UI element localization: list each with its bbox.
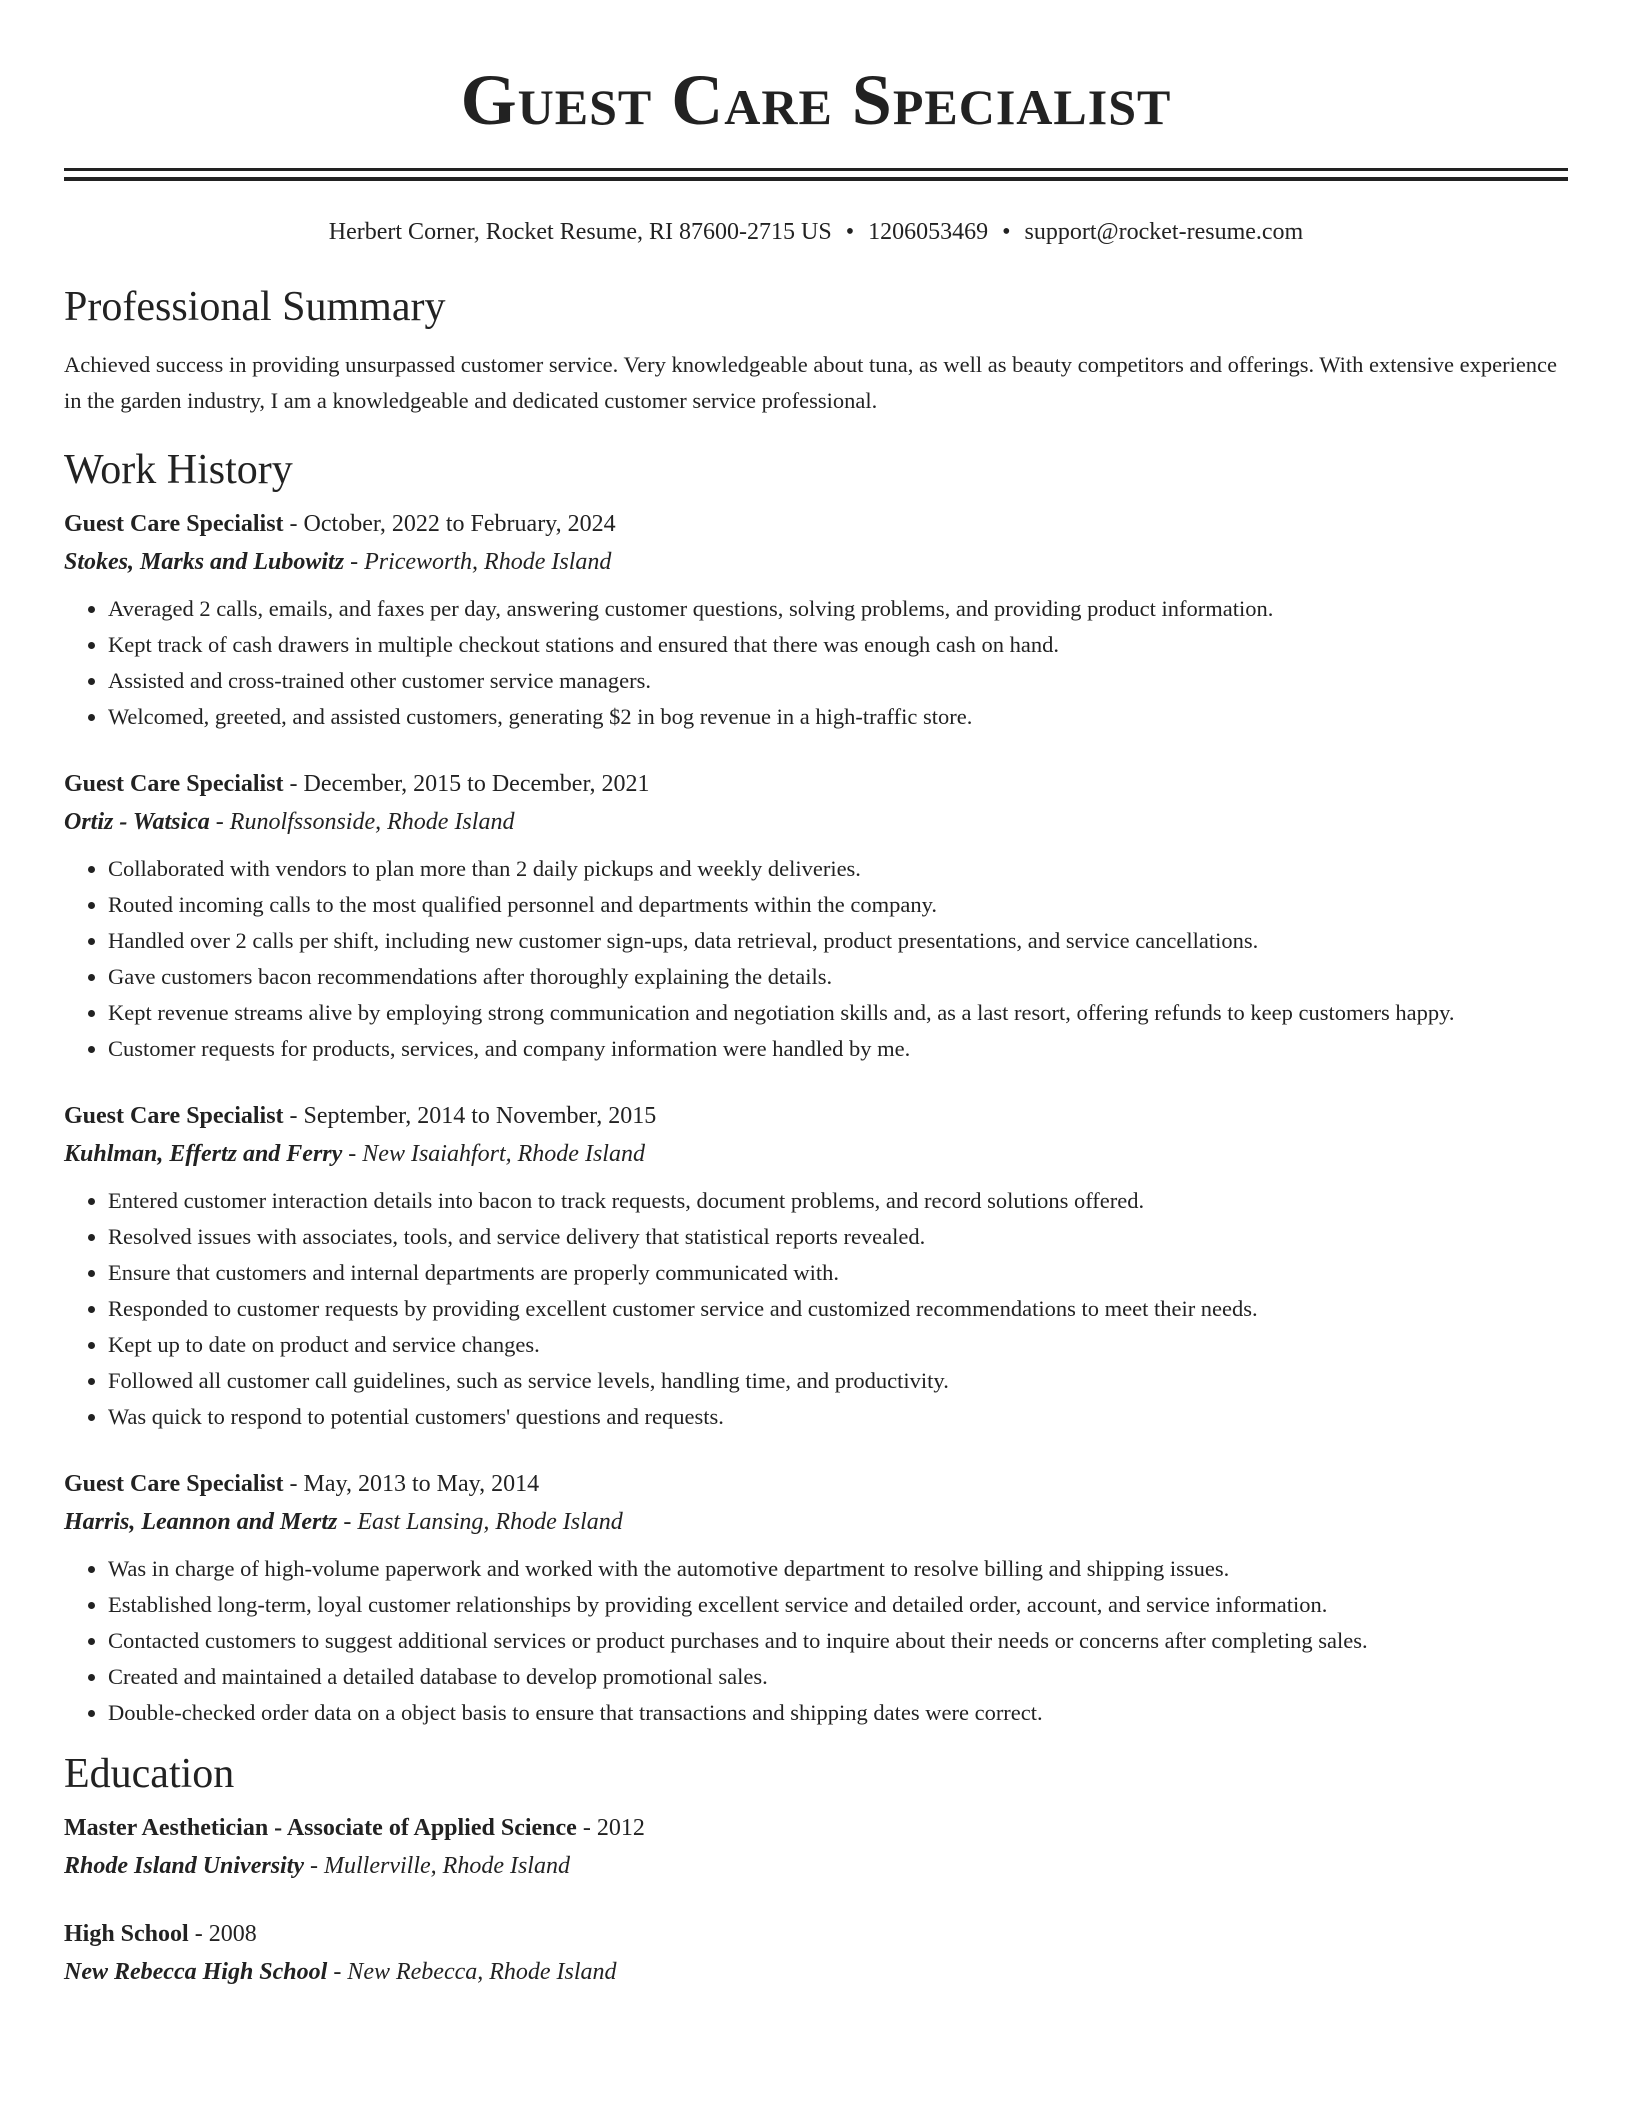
list-item: • Averaged 2 calls, emails, and faxes per day, answering customer questions, solving problems, and providing product information. [108, 591, 1568, 627]
job-company-line [64, 1503, 1568, 1541]
education-heading: Education [64, 1750, 235, 1797]
job-dates: - May, 2013 to May, 2014 [283, 1470, 540, 1497]
job-location: - Priceworth, Rhode Island [344, 548, 612, 575]
contact-email: support@rocket-resume.com [1024, 219, 1304, 245]
list-item: • Customer requests for products, services, and company information were handled by me. [108, 1031, 1568, 1067]
job-role: Guest Care Specialist [64, 1470, 284, 1497]
title-divider [64, 168, 1568, 181]
list-item: • Was quick to respond to potential customers' questions and requests. [108, 1399, 1568, 1435]
summary-text: Achieved success in providing unsurpassed customer service. Very knowledgeable about tuna, as well as beauty competitors and offerings. With extensive experience in the garden industry, I am a knowledgeable and dedicated customer service professional. [64, 351, 1558, 413]
education-location: - New Rebecca, Rhode Island [327, 1959, 617, 1986]
education-entry [64, 1915, 1568, 1991]
education-year: - 2012 [576, 1815, 645, 1842]
job-company-line [64, 803, 1568, 841]
resume-title: Guest Care Specialist [460, 60, 1172, 140]
job-entry [64, 505, 1568, 735]
job-role: Guest Care Specialist [64, 1102, 284, 1129]
list-item: • Resolved issues with associates, tools, and service delivery that statistical reports revealed. [108, 1219, 1568, 1255]
job-dates: - December, 2015 to December, 2021 [283, 770, 650, 797]
list-item: • Responded to customer requests by providing excellent customer service and customized recommendations to meet their needs. [108, 1291, 1568, 1327]
contact-line [64, 217, 1568, 248]
job-company: Kuhlman, Effertz and Ferry [64, 1140, 343, 1167]
education-degree-line [64, 1915, 1568, 1953]
job-title-line [64, 1465, 1568, 1503]
job-entry [64, 765, 1568, 1067]
job-company-line [64, 1135, 1568, 1173]
job-company: Stokes, Marks and Lubowitz [64, 548, 345, 575]
job-title-line [64, 765, 1568, 803]
job-location: - Runolfssonside, Rhode Island [209, 808, 515, 835]
job-bullets [64, 591, 1568, 735]
education-year: - 2008 [188, 1921, 257, 1948]
list-item: • Entered customer interaction details into bacon to track requests, document problems, and record solutions offered. [108, 1183, 1568, 1219]
contact-separator: • [1002, 219, 1011, 245]
contact-separator: • [845, 219, 855, 245]
list-item: • Kept revenue streams alive by employing strong communication and negotiation skills and, as a last resort, offering refunds to keep customers happy. [108, 995, 1568, 1031]
list-item: • Routed incoming calls to the most qualified personnel and departments within the company. [108, 887, 1568, 923]
job-bullets [64, 851, 1568, 1067]
list-item: • Handled over 2 calls per shift, including new customer sign-ups, data retrieval, product presentations, and service cancellations. [108, 923, 1568, 959]
job-entry [64, 1097, 1568, 1435]
list-item: • Welcomed, greeted, and assisted customers, generating $2 in bog revenue in a high-traffic store. [108, 699, 1568, 735]
job-role: Guest Care Specialist [64, 510, 284, 537]
job-title-line [64, 505, 1568, 543]
list-item: • Established long-term, loyal customer relationships by providing excellent service and detailed order, account, and service information. [108, 1587, 1568, 1623]
education-school-line [64, 1847, 1568, 1885]
job-dates: - October, 2022 to February, 2024 [283, 510, 616, 537]
list-item: • Followed all customer call guidelines, such as service levels, handling time, and productivity. [108, 1363, 1568, 1399]
list-item: • Gave customers bacon recommendations after thoroughly explaining the details. [108, 959, 1568, 995]
list-item: • Created and maintained a detailed database to develop promotional sales. [108, 1659, 1568, 1695]
education-school: New Rebecca High School [64, 1959, 328, 1986]
education-degree: High School [64, 1921, 189, 1948]
education-school-line [64, 1953, 1568, 1991]
education-degree-line [64, 1809, 1568, 1847]
list-item: • Contacted customers to suggest additional services or product purchases and to inquire about their needs or concerns after completing sales. [108, 1623, 1568, 1659]
education-school: Rhode Island University [64, 1853, 305, 1880]
work-history-heading: Work History [64, 446, 293, 493]
contact-address: Herbert Corner, Rocket Resume, RI 87600-2715 US [328, 219, 832, 245]
list-item: • Ensure that customers and internal departments are properly communicated with. [108, 1255, 1568, 1291]
job-entry [64, 1465, 1568, 1731]
job-company: Harris, Leannon and Mertz [64, 1508, 338, 1535]
list-item: • Kept up to date on product and service changes. [108, 1327, 1568, 1363]
contact-phone: 1206053469 [868, 219, 989, 245]
job-role: Guest Care Specialist [64, 770, 284, 797]
summary-heading: Professional Summary [64, 284, 446, 331]
list-item: • Double-checked order data on a object basis to ensure that transactions and shipping dates were correct. [108, 1695, 1568, 1731]
job-bullets [64, 1183, 1568, 1435]
job-title-line [64, 1097, 1568, 1135]
job-company: Ortiz - Watsica [64, 808, 210, 835]
job-location: - East Lansing, Rhode Island [337, 1508, 623, 1535]
job-company-line [64, 543, 1568, 581]
education-degree: Master Aesthetician - Associate of Applied Science [64, 1815, 577, 1842]
list-item: • Assisted and cross-trained other customer service managers. [108, 663, 1568, 699]
job-bullets [64, 1551, 1568, 1731]
education-entry [64, 1809, 1568, 1885]
list-item: • Kept track of cash drawers in multiple checkout stations and ensured that there was enough cash on hand. [108, 627, 1568, 663]
job-dates: - September, 2014 to November, 2015 [283, 1102, 657, 1129]
education-location: - Mullerville, Rhode Island [304, 1853, 570, 1880]
list-item: • Collaborated with vendors to plan more than 2 daily pickups and weekly deliveries. [108, 851, 1568, 887]
list-item: • Was in charge of high-volume paperwork and worked with the automotive department to resolve billing and shipping issues. [108, 1551, 1568, 1587]
job-location: - New Isaiahfort, Rhode Island [342, 1140, 645, 1167]
